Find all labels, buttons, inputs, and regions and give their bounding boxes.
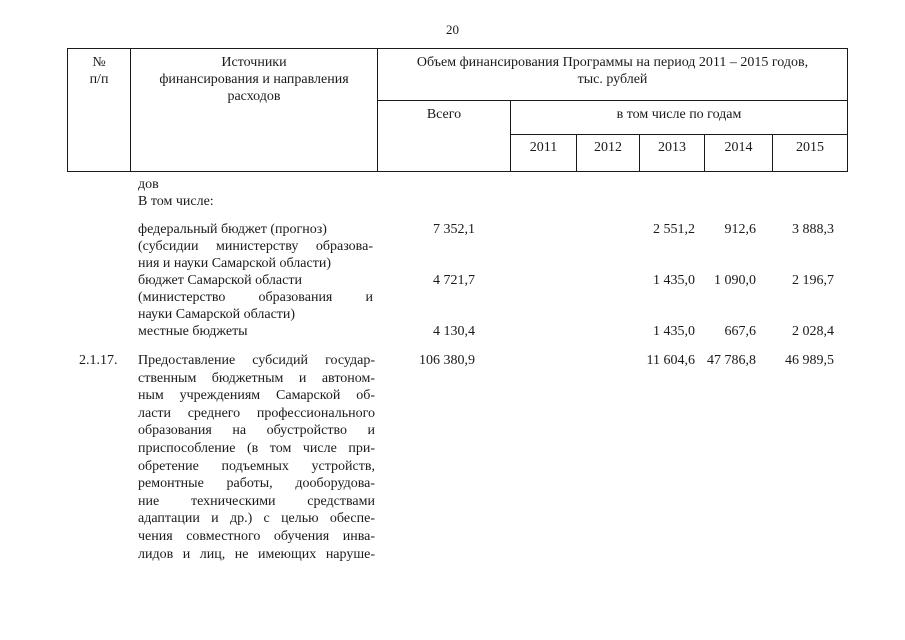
header-year-2015: 2015 (796, 140, 824, 155)
header-col-source: Источники финансирования и направления расходов (159, 55, 349, 104)
row-local-2013: 1 435,0 (653, 324, 695, 339)
row-federal-total: 7 352,1 (433, 222, 475, 237)
row-item-2013: 11 604,6 (646, 353, 695, 368)
row-federal-2013: 2 551,2 (653, 222, 695, 237)
header-col-number: № п/п (89, 55, 109, 87)
row-federal-2015: 3 888,3 (792, 222, 834, 237)
row-regional-2015: 2 196,7 (792, 273, 834, 288)
row-item-description: Предоставление субсидий государ- ственным бюджетным и автоном- ным учреждениям Самарской об- ласти среднего профессионального образования на обустройство и приспособление (в том числе при- обретение подъемных устройств, ремонтные работы, дооборудова- ние техническими средствами адаптации и др.) с целью обеспе- чения совместного обучения инва- лидов и лиц, не имеющих наруше- (138, 353, 375, 562)
header-year-2011: 2011 (529, 140, 558, 155)
header-year-2012: 2012 (594, 140, 622, 155)
row-local-total: 4 130,4 (433, 324, 475, 339)
row-item-2015: 46 989,5 (785, 353, 834, 368)
continuation-word: дов (138, 177, 159, 192)
row-local-2015: 2 028,4 (792, 324, 834, 339)
row-item-code: 2.1.17. (79, 353, 118, 368)
row-federal-2014: 912,6 (724, 222, 756, 237)
row-item-2014: 47 786,8 (707, 353, 756, 368)
page-number: 20 (446, 22, 459, 37)
row-regional-2014: 1 090,0 (714, 273, 756, 288)
row-regional-2013: 1 435,0 (653, 273, 695, 288)
including-label: В том числе: (138, 194, 214, 209)
row-federal-label: федеральный бюджет (прогноз) (субсидии министерству образова- ния и науки Самарской области) (138, 222, 373, 271)
row-regional-label: бюджет Самарской области (министерство образования и науки Самарской области) (138, 273, 373, 322)
header-year-2014: 2014 (724, 140, 753, 155)
header-year-2013: 2013 (658, 140, 686, 155)
header-by-years: в том числе по годам (616, 107, 742, 122)
header-total: Всего (426, 107, 462, 122)
row-local-label: местные бюджеты (138, 324, 248, 339)
row-regional-total: 4 721,7 (433, 273, 475, 288)
header-col-volume: Объем финансирования Программы на период 2011 – 2015 годов, тыс. рублей (416, 55, 809, 87)
row-local-2014: 667,6 (724, 324, 756, 339)
row-item-total: 106 380,9 (419, 353, 475, 368)
